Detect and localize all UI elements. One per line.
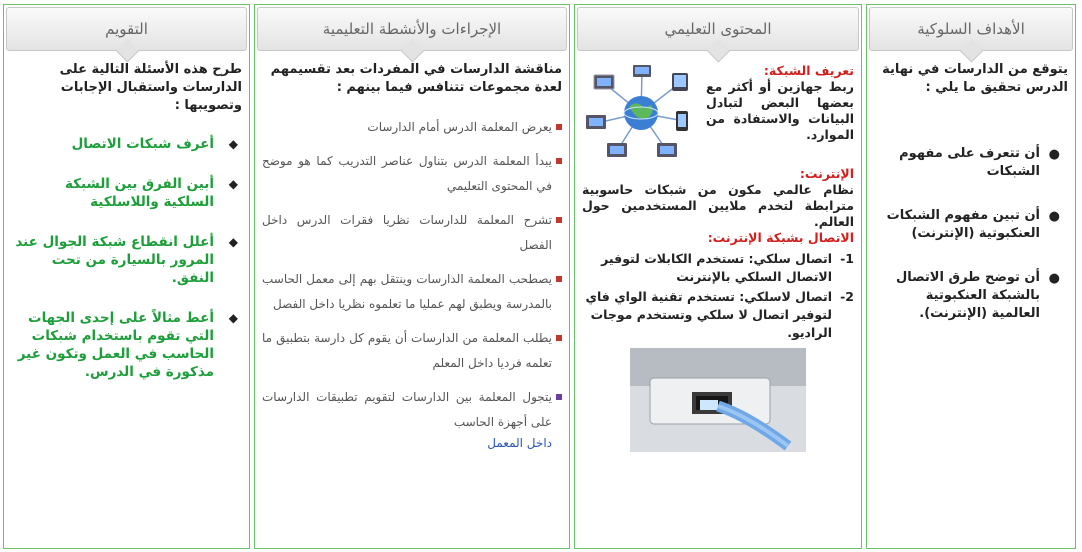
procedure-item: تشرح المعلمة للدارسات نظريا فقرات الدرس داخل الفصل (262, 208, 562, 258)
internet-connect-title: الاتصال بشبكة الإنترنت: (707, 230, 854, 245)
evaluation-question: ◆ أعط مثالاً على إحدى الجهات التي تقوم باستخدام شبكات الحاسب في العمل وتكون غير مذكورة في الدرس. (17, 310, 238, 380)
procedures-header: الإجراءات والأنشطة التعليمية (257, 7, 567, 51)
evaluation-question: ◆ أبين الفرق بين الشبكة السلكية واللاسلكية (64, 176, 238, 210)
procedure-item: يتجول المعلمة بين الدارسات لتقويم تطبيقات الدارسات على أجهزة الحاسب (262, 385, 562, 435)
diamond-bullet-icon: ◆ (228, 311, 238, 325)
procedures-column (254, 4, 570, 549)
diamond-bullet-icon: ◆ (228, 177, 238, 191)
connection-item: 1- اتصال سلكي: تستخدم الكابلات لتوفير الاتصال السلكي بالإنترنت (601, 251, 854, 284)
internet-definition (582, 166, 854, 246)
procedures-list (262, 115, 562, 435)
evaluation-questions (11, 135, 242, 381)
evaluation-header: التقويم (6, 7, 247, 51)
content-column (574, 4, 862, 549)
square-bullet-icon (556, 335, 562, 341)
diamond-bullet-icon: ◆ (228, 235, 238, 249)
network-definition (706, 63, 854, 163)
procedure-item: يعرض المعلمة الدرس أمام الدارسات (262, 115, 562, 140)
diamond-bullet-icon: ◆ (228, 137, 238, 151)
content-header: المحتوى التعليمي (577, 7, 859, 51)
goal-item: ● أن تبين مفهوم الشبكات العنكبوتية (الإنترنت) (886, 208, 1060, 241)
procedure-item: يصطحب المعلمة الدارسات وينتقل بهم إلى معمل الحاسب بالمدرسة ويطبق لهم عمليا ما تعلموه نظريا داخل الفصل (262, 267, 562, 317)
goals-list (874, 145, 1068, 323)
evaluation-column (3, 4, 250, 549)
procedure-item: يبدأ المعلمة الدرس بتناول عناصر التدريب كما هو موضح في المحتوى التعليمي (262, 149, 562, 199)
ethernet-cable-image (630, 348, 806, 452)
network-definition-title: تعريف الشبكة: (763, 63, 854, 78)
bullet-icon: ● (1048, 147, 1060, 162)
bullet-icon: ● (1048, 209, 1060, 224)
network-globe-image (582, 63, 700, 163)
connection-item: 2- اتصال لاسلكي: تستخدم تقنية الواي فاي لتوفير اتصال لا سلكي وتستخدم موجات الراديو. (585, 289, 854, 340)
goal-item: ● أن توضح طرق الاتصال بالشبكة العنكبوتية العالمية (الإنترنت). (895, 270, 1060, 321)
goal-item: ● أن تتعرف على مفهوم الشبكات (899, 146, 1060, 179)
evaluation-question: ◆ أعرف شبكات الاتصال (71, 136, 238, 152)
goals-column (866, 4, 1076, 549)
square-bullet-icon (556, 276, 562, 282)
internet-text: نظام عالمي مكون من شبكات حاسوبية مترابطة لتخدم ملايين المستخدمين حول العالم. (582, 182, 854, 229)
network-definition-text: ربط جهازين أو أكثر مع بعضها البعض لتبادل البيانات والاستفادة من الموارد. (706, 79, 854, 142)
procedure-item: يطلب المعلمة من الدارسات أن يقوم كل دارسة بتطبيق ما تعلمه فرديا داخل المعلم (262, 326, 562, 376)
internet-title: الإنترنت: (799, 166, 854, 181)
evaluation-intro: طرح هذه الأسئلة التالية على الدارسات واستقبال الإجابات وتصويبها : (59, 62, 242, 113)
square-bullet-icon (556, 124, 562, 130)
square-bullet-icon (556, 394, 562, 400)
procedures-tail: داخل المعمل (487, 436, 552, 450)
connection-types (582, 250, 854, 342)
procedures-intro: مناقشة الدارسات في المفردات بعد تقسيمهم لعدة مجموعات تتنافس فيما بينهم : (270, 62, 562, 95)
goals-intro: يتوقع من الدارسات في نهاية الدرس تحقيق ما يلي : (882, 62, 1068, 95)
square-bullet-icon (556, 158, 562, 164)
square-bullet-icon (556, 217, 562, 223)
bullet-icon: ● (1048, 271, 1060, 286)
evaluation-question: ◆ أعلل انقطاع شبكة الجوال عند المرور بالسيارة من تحت النفق. (15, 234, 238, 286)
goals-header: الأهداف السلوكية (869, 7, 1073, 51)
